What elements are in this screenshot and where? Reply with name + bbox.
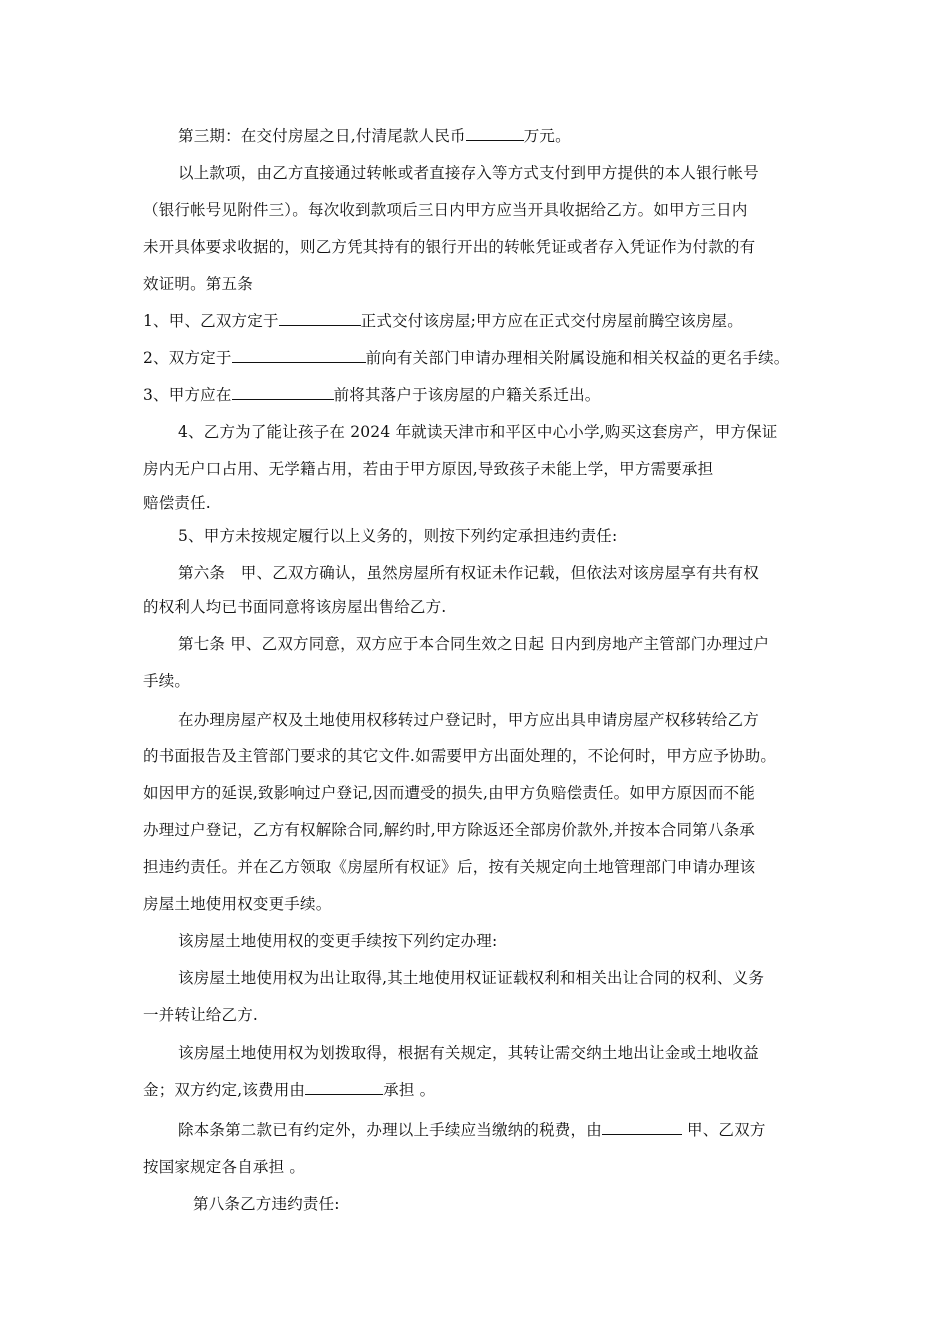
blank-underline xyxy=(305,1080,383,1095)
text-segment: 前将其落户于该房屋的户籍关系迁出。 xyxy=(333,386,601,404)
text-line: 一并转让给乙方. xyxy=(143,1006,259,1024)
text-line: 5、甲方未按规定履行以上义务的，则按下列约定承担违约责任: xyxy=(178,527,618,545)
clause-5-item-3 xyxy=(143,385,600,405)
text-segment: 万元。 xyxy=(523,127,571,145)
blank-underline xyxy=(602,1120,682,1135)
blank-underline xyxy=(232,348,366,363)
text-line: 该房屋土地使用权的变更手续按下列约定办理: xyxy=(178,932,498,950)
text-line: 房内无户口占用、无学籍占用，若由于甲方原因,导致孩子未能上学，甲方需要承担 xyxy=(143,460,714,478)
para-phase-three xyxy=(178,126,571,146)
text-line: 未开具体要求收据的，则乙方凭其持有的银行开出的转帐凭证或者存入凭证作为付款的有 xyxy=(143,238,756,256)
text-segment: 前向有关部门申请办理相关附属设施和相关权益的更名手续。 xyxy=(365,349,790,367)
text-segment: 1、甲、乙双方定于 xyxy=(143,312,279,330)
text-segment: 2、双方定于 xyxy=(143,349,232,367)
text-line: 第七条 甲、乙双方同意，双方应于本合同生效之日起 日内到房地产主管部门办理过户 xyxy=(178,635,770,653)
text-line: 手续。 xyxy=(143,672,191,690)
blank-underline xyxy=(466,126,524,141)
text-segment: 除本条第二款已有约定外，办理以上手续应当缴纳的税费，由 xyxy=(178,1121,602,1139)
text-segment: 正式交付该房屋;甲方应在正式交付房屋前腾空该房屋。 xyxy=(360,312,743,330)
text-segment: 3、甲方应在 xyxy=(143,386,232,404)
text-line: 在办理房屋产权及土地使用权移转过户登记时，甲方应出具申请房屋产权移转给乙方 xyxy=(178,711,759,729)
text-segment: 金；双方约定,该费用由 xyxy=(143,1081,306,1099)
text-line: 该房屋土地使用权为出让取得,其土地使用权证证载权利和相关出让合同的权利、义务 xyxy=(178,969,765,987)
blank-underline xyxy=(232,385,334,400)
text-line: 第六条 甲、乙双方确认，虽然房屋所有权证未作记载，但依法对该房屋享有共有权 xyxy=(178,564,759,582)
text-line: 按国家规定各自承担 。 xyxy=(143,1158,306,1176)
text-line: 如因甲方的延误,致影响过户登记,因而遭受的损失,由甲方负赔偿责任。如甲方原因而不能 xyxy=(143,784,755,802)
text-line: 该房屋土地使用权为划拨取得，根据有关规定，其转让需交纳土地出让金或土地收益 xyxy=(178,1044,759,1062)
blank-underline xyxy=(279,311,361,326)
text-line: 的权利人均已书面同意将该房屋出售给乙方. xyxy=(143,598,447,616)
text-line: 的书面报告及主管部门要求的其它文件.如需要甲方出面处理的，不论何时，甲方应予协助。 xyxy=(143,747,777,765)
text-segment: 承担 。 xyxy=(383,1081,436,1099)
text-line: 效证明。第五条 xyxy=(143,275,253,293)
fee-responsibility-line xyxy=(143,1080,435,1100)
text-line: 赔偿责任. xyxy=(143,494,211,512)
text-line: 办理过户登记，乙方有权解除合同,解约时,甲方除返还全部房价款外,并按本合同第八条承 xyxy=(143,821,755,839)
text-line: 4、乙方为了能让孩子在 2024 年就读天津市和平区中心小学,购买这套房产，甲方保证 xyxy=(178,423,778,441)
text-line: 房屋土地使用权变更手续。 xyxy=(143,895,332,913)
tax-responsibility-line xyxy=(178,1120,766,1140)
clause-5-item-1 xyxy=(143,311,743,331)
section-heading: 第八条乙方违约责任: xyxy=(193,1195,340,1213)
clause-5-item-2 xyxy=(143,348,789,368)
text-segment: 甲、乙双方 xyxy=(681,1121,766,1139)
text-segment: 第三期：在交付房屋之日,付清尾款人民币 xyxy=(178,127,466,145)
text-line: 担违约责任。并在乙方领取《房屋所有权证》后，按有关规定向土地管理部门申请办理该 xyxy=(143,858,756,876)
text-line: （银行帐号见附件三）。每次收到款项后三日内甲方应当开具收据给乙方。如甲方三日内 xyxy=(143,201,748,219)
text-line: 以上款项，由乙方直接通过转帐或者直接存入等方式支付到甲方提供的本人银行帐号 xyxy=(178,164,759,182)
